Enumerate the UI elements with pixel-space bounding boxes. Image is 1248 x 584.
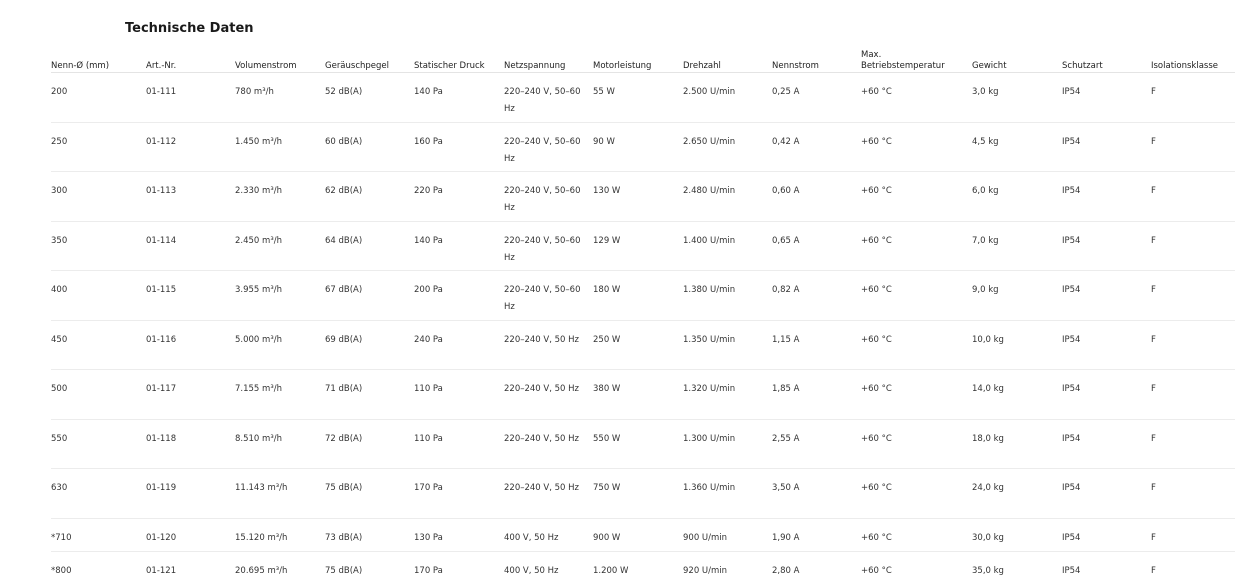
cell-max-betriebstemperatur: +60 °C: [861, 419, 972, 469]
cell-geraeuschpegel: 75 dB(A): [325, 565, 363, 576]
cell-statischer-druck: 110 Pa: [414, 370, 504, 420]
cell-netzspannung: 220–240 V, 50 Hz: [504, 469, 593, 519]
cell-nennstrom: 2,80 A: [772, 565, 800, 576]
column-header-art-nr: Art.-Nr.: [146, 46, 235, 73]
cell-schutzart: IP54: [1062, 469, 1151, 519]
cell-netzspannung: 220–240 V, 50–60 Hz: [504, 122, 593, 172]
cell-nennstrom: 1,90 A: [772, 518, 861, 551]
cell-geraeuschpegel: 69 dB(A): [325, 320, 414, 370]
cell-max-betriebstemperatur: +60 °C: [861, 320, 972, 370]
cell-geraeuschpegel: 71 dB(A): [325, 370, 414, 420]
cell-statischer-druck: 220 Pa: [414, 172, 504, 222]
cell-gewicht: 30,0 kg: [972, 518, 1062, 551]
cell-nennstrom: 0,82 A: [772, 271, 861, 321]
cell-netzspannung: 400 V, 50 Hz: [504, 518, 593, 551]
cell-drehzahl: 2.500 U/min: [683, 73, 772, 123]
cell-statischer-druck: 140 Pa: [414, 221, 504, 271]
cell-nenn-durchmesser: 200: [51, 73, 146, 123]
cell-art-nr: 01-116: [146, 320, 235, 370]
cell-isolationsklasse: F: [1151, 419, 1235, 469]
cell-gewicht: 18,0 kg: [972, 419, 1062, 469]
cell-max-betriebstemperatur: +60 °C: [861, 122, 972, 172]
cell-drehzahl: 1.350 U/min: [683, 320, 772, 370]
cell-schutzart: IP54: [1062, 172, 1151, 222]
cell-isolationsklasse: F: [1151, 518, 1235, 551]
column-header-drehzahl: Drehzahl: [683, 46, 772, 73]
page-title: Technische Daten: [125, 21, 254, 36]
cell-max-betriebstemperatur: +60 °C: [861, 565, 892, 576]
cell-gewicht: 3,0 kg: [972, 73, 1062, 123]
cell-nennstrom: 0,25 A: [772, 73, 861, 123]
column-header-netzspannung: Netzspannung: [504, 46, 593, 73]
cell-motorleistung: 130 W: [593, 172, 683, 222]
cell-netzspannung: 220–240 V, 50–60 Hz: [504, 271, 593, 321]
cell-motorleistung: 380 W: [593, 370, 683, 420]
cell-drehzahl: 1.400 U/min: [683, 221, 772, 271]
cell-nennstrom: 0,60 A: [772, 172, 861, 222]
cell-statischer-druck: 170 Pa: [414, 469, 504, 519]
cell-statischer-druck: 200 Pa: [414, 271, 504, 321]
cell-max-betriebstemperatur: +60 °C: [861, 172, 972, 222]
cell-schutzart: IP54: [1062, 419, 1151, 469]
cell-netzspannung: 220–240 V, 50 Hz: [504, 370, 593, 420]
cell-gewicht: 24,0 kg: [972, 469, 1062, 519]
table-row: [51, 73, 1235, 123]
cell-volumenstrom: 20.695 m³/h: [235, 565, 288, 576]
cell-drehzahl: 1.300 U/min: [683, 419, 772, 469]
cell-nenn-durchmesser: 450: [51, 320, 146, 370]
cell-max-betriebstemperatur: +60 °C: [861, 73, 972, 123]
cell-schutzart: IP54: [1062, 221, 1151, 271]
cell-nenn-durchmesser: 630: [51, 469, 146, 519]
cell-nennstrom: 2,55 A: [772, 419, 861, 469]
cell-statischer-druck: 160 Pa: [414, 122, 504, 172]
cell-volumenstrom: 2.330 m³/h: [235, 172, 325, 222]
cell-nenn-durchmesser: 550: [51, 419, 146, 469]
table-row: [51, 469, 1235, 519]
table-row: [51, 370, 1235, 420]
table-body: [51, 73, 1235, 584]
cell-art-nr: 01-111: [146, 73, 235, 123]
table-row: [51, 172, 1235, 222]
cell-geraeuschpegel: 67 dB(A): [325, 271, 414, 321]
cell-volumenstrom: 7.155 m³/h: [235, 370, 325, 420]
cell-isolationsklasse: F: [1151, 370, 1235, 420]
cell-schutzart: IP54: [1062, 271, 1151, 321]
cell-volumenstrom: 11.143 m³/h: [235, 469, 325, 519]
cell-isolationsklasse: F: [1151, 73, 1235, 123]
table-row: [51, 221, 1235, 271]
cell-motorleistung: 129 W: [593, 221, 683, 271]
cell-drehzahl: 2.480 U/min: [683, 172, 772, 222]
cell-geraeuschpegel: 64 dB(A): [325, 221, 414, 271]
cell-max-betriebstemperatur: +60 °C: [861, 221, 972, 271]
column-header-schutzart: Schutzart: [1062, 46, 1151, 73]
cell-nennstrom: 0,42 A: [772, 122, 861, 172]
cell-gewicht: 6,0 kg: [972, 172, 1062, 222]
cell-geraeuschpegel: 52 dB(A): [325, 73, 414, 123]
table-row: [51, 320, 1235, 370]
cell-schutzart: IP54: [1062, 370, 1151, 420]
cell-gewicht: 4,5 kg: [972, 122, 1062, 172]
spec-table: [51, 46, 1235, 584]
cell-isolationsklasse: F: [1151, 271, 1235, 321]
cell-drehzahl: 900 U/min: [683, 518, 772, 551]
cell-geraeuschpegel: 75 dB(A): [325, 469, 414, 519]
cell-netzspannung: 220–240 V, 50–60 Hz: [504, 221, 593, 271]
cell-max-betriebstemperatur: +60 °C: [861, 518, 972, 551]
cell-schutzart: IP54: [1062, 518, 1151, 551]
cell-art-nr: 01-120: [146, 518, 235, 551]
cell-nenn-durchmesser: *710: [51, 518, 146, 551]
cell-max-betriebstemperatur: +60 °C: [861, 469, 972, 519]
table-row: [51, 518, 1235, 551]
cell-gewicht: 7,0 kg: [972, 221, 1062, 271]
cell-motorleistung: 90 W: [593, 122, 683, 172]
column-header-nenn-durchmesser: Nenn-Ø (mm): [51, 46, 146, 73]
cell-volumenstrom: 15.120 m³/h: [235, 518, 325, 551]
cell-volumenstrom: 1.450 m³/h: [235, 122, 325, 172]
cell-drehzahl: 1.380 U/min: [683, 271, 772, 321]
cell-geraeuschpegel: 60 dB(A): [325, 122, 414, 172]
cell-motorleistung: 900 W: [593, 518, 683, 551]
column-header-geraeuschpegel: Geräuschpegel: [325, 46, 414, 73]
table-header-row: [51, 46, 1235, 73]
cell-schutzart: IP54: [1062, 122, 1151, 172]
cell-volumenstrom: 3.955 m³/h: [235, 271, 325, 321]
cell-statischer-druck: 110 Pa: [414, 419, 504, 469]
cell-motorleistung: 180 W: [593, 271, 683, 321]
column-header-motorleistung: Motorleistung: [593, 46, 683, 73]
cell-art-nr: 01-119: [146, 469, 235, 519]
cell-nenn-durchmesser: 250: [51, 122, 146, 172]
cell-netzspannung: 220–240 V, 50–60 Hz: [504, 172, 593, 222]
cell-schutzart: IP54: [1062, 565, 1081, 576]
cell-art-nr: 01-113: [146, 172, 235, 222]
cell-statischer-druck: 170 Pa: [414, 565, 443, 576]
cell-netzspannung: 220–240 V, 50–60 Hz: [504, 73, 593, 123]
cell-gewicht: 9,0 kg: [972, 271, 1062, 321]
cell-isolationsklasse: F: [1151, 172, 1235, 222]
cell-volumenstrom: 780 m³/h: [235, 73, 325, 123]
table-row: [51, 122, 1235, 172]
cell-isolationsklasse: F: [1151, 122, 1235, 172]
cell-schutzart: IP54: [1062, 73, 1151, 123]
cell-volumenstrom: 5.000 m³/h: [235, 320, 325, 370]
cell-volumenstrom: 8.510 m³/h: [235, 419, 325, 469]
cell-art-nr: 01-115: [146, 271, 235, 321]
cell-art-nr: 01-114: [146, 221, 235, 271]
cell-drehzahl: 1.320 U/min: [683, 370, 772, 420]
cell-motorleistung: 1.200 W: [593, 565, 629, 576]
cell-statischer-druck: 130 Pa: [414, 518, 504, 551]
cell-drehzahl: 920 U/min: [683, 565, 728, 576]
cell-nennstrom: 3,50 A: [772, 469, 861, 519]
cell-gewicht: 14,0 kg: [972, 370, 1062, 420]
cell-art-nr: 01-121: [146, 565, 177, 576]
column-header-statischer-druck: Statischer Druck: [414, 46, 504, 73]
table-row: [51, 551, 1235, 584]
cell-drehzahl: 1.360 U/min: [683, 469, 772, 519]
cell-statischer-druck: 140 Pa: [414, 73, 504, 123]
cell-max-betriebstemperatur: +60 °C: [861, 370, 972, 420]
cell-motorleistung: 750 W: [593, 469, 683, 519]
cell-geraeuschpegel: 73 dB(A): [325, 518, 414, 551]
cell-isolationsklasse: F: [1151, 221, 1235, 271]
column-header-max-betriebstemperatur: Max. Betriebstemperatur: [861, 46, 972, 73]
cell-nenn-durchmesser: 500: [51, 370, 146, 420]
cell-motorleistung: 250 W: [593, 320, 683, 370]
column-header-volumenstrom: Volumenstrom: [235, 46, 325, 73]
cell-motorleistung: 55 W: [593, 73, 683, 123]
cell-netzspannung: 220–240 V, 50 Hz: [504, 419, 593, 469]
cell-art-nr: 01-117: [146, 370, 235, 420]
cell-art-nr: 01-118: [146, 419, 235, 469]
table-row: [51, 419, 1235, 469]
cell-nenn-durchmesser: 300: [51, 172, 146, 222]
cell-nennstrom: 1,85 A: [772, 370, 861, 420]
cell-gewicht: 10,0 kg: [972, 320, 1062, 370]
cell-motorleistung: 550 W: [593, 419, 683, 469]
column-header-isolationsklasse: Isolationsklasse: [1151, 46, 1235, 73]
cell-max-betriebstemperatur: +60 °C: [861, 271, 972, 321]
cell-nenn-durchmesser: 400: [51, 271, 146, 321]
cell-schutzart: IP54: [1062, 320, 1151, 370]
cell-isolationsklasse: F: [1151, 565, 1156, 576]
cell-volumenstrom: 2.450 m³/h: [235, 221, 325, 271]
cell-gewicht: 35,0 kg: [972, 565, 1004, 576]
cell-art-nr: 01-112: [146, 122, 235, 172]
cell-isolationsklasse: F: [1151, 469, 1235, 519]
cell-nennstrom: 0,65 A: [772, 221, 861, 271]
cell-geraeuschpegel: 72 dB(A): [325, 419, 414, 469]
cell-statischer-druck: 240 Pa: [414, 320, 504, 370]
cell-netzspannung: 220–240 V, 50 Hz: [504, 320, 593, 370]
cell-nenn-durchmesser: *800: [51, 565, 72, 576]
column-header-nennstrom: Nennstrom: [772, 46, 861, 73]
cell-netzspannung: 400 V, 50 Hz: [504, 565, 559, 576]
column-header-gewicht: Gewicht: [972, 46, 1062, 73]
cell-nenn-durchmesser: 350: [51, 221, 146, 271]
cell-isolationsklasse: F: [1151, 320, 1235, 370]
cell-drehzahl: 2.650 U/min: [683, 122, 772, 172]
cell-geraeuschpegel: 62 dB(A): [325, 172, 414, 222]
cell-nennstrom: 1,15 A: [772, 320, 861, 370]
table-row: [51, 271, 1235, 321]
